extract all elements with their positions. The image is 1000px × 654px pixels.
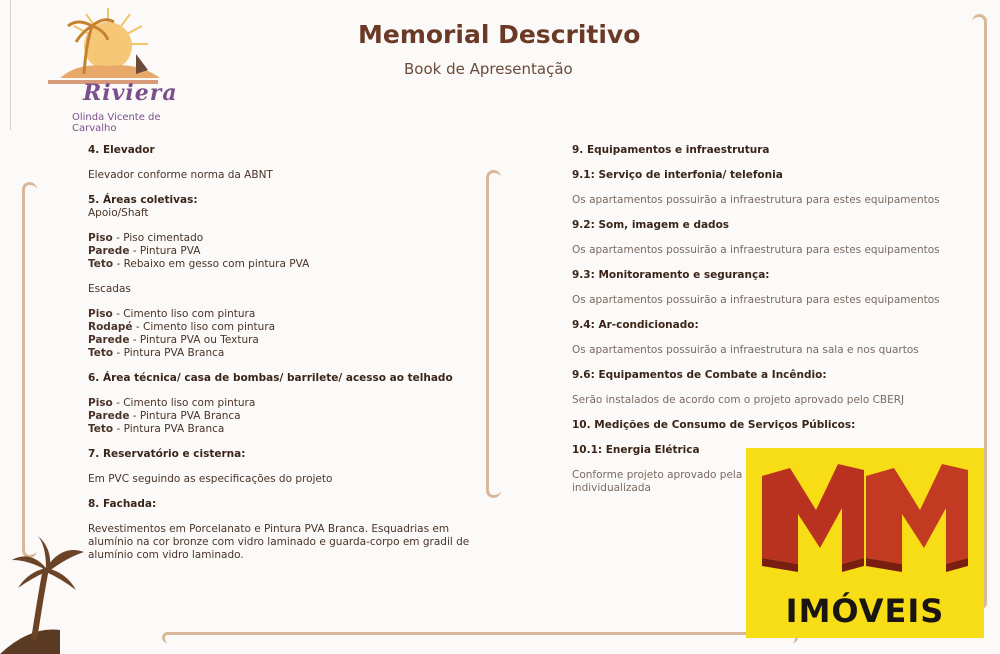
brand-name: Riviera xyxy=(83,80,178,106)
spec-value: - Cimento liso com pintura xyxy=(112,397,256,409)
section-heading: 4. Elevador xyxy=(88,144,155,156)
spec-value: - Cimento liso com pintura xyxy=(112,308,256,320)
spec-label: Piso xyxy=(88,397,113,409)
spec-label: Parede xyxy=(88,410,130,422)
brand-subtitle: Olinda Vicente de Carvalho xyxy=(72,112,161,134)
section-text: Revestimentos em Porcelanato e Pintura PVA Branca. Esquadrias em alumínio na cor bronze com vidro laminado e guarda-corpo em gradil de alumínio com vidro laminado. xyxy=(88,523,470,561)
spec-line xyxy=(88,347,478,360)
center-bracket-left xyxy=(486,170,501,498)
palm-tree-icon xyxy=(0,530,100,654)
section-heading: 9.2: Som, imagem e dados xyxy=(572,219,730,231)
spec-line xyxy=(88,423,478,436)
spec-line xyxy=(88,410,478,423)
section-heading: 9. Equipamentos e infraestrutura xyxy=(572,144,770,156)
section-heading: 9.6: Equipamentos de Combate a Incêndio: xyxy=(572,369,827,381)
spec-label: Piso xyxy=(88,232,113,244)
spec-value: - Pintura PVA ou Textura xyxy=(129,334,259,346)
spec-label: Teto xyxy=(88,423,114,435)
section-heading: 5. Áreas coletivas: xyxy=(88,194,198,206)
page-subtitle: Book de Apresentação xyxy=(404,60,573,78)
spec-value: - Rebaixo em gesso com pintura PVA xyxy=(113,258,310,270)
section-text: Os apartamentos possuirão a infraestrutura para estes equipamentos xyxy=(572,194,940,206)
spec-value: - Pintura PVA Branca xyxy=(129,410,241,422)
spec-label: Rodapé xyxy=(88,321,133,333)
spec-value: - Pintura PVA Branca xyxy=(113,423,225,435)
section-subheading: Escadas xyxy=(88,283,131,295)
spec-line xyxy=(88,308,478,321)
section-text: Os apartamentos possuirão a infraestrutura para estes equipamentos xyxy=(572,294,940,306)
riviera-logo xyxy=(38,4,188,134)
section-text: Conforme projeto aprovado pela xyxy=(572,469,743,481)
spec-line xyxy=(88,258,478,271)
section-text: individualizada xyxy=(572,482,651,494)
section-subheading: Apoio/Shaft xyxy=(88,207,149,219)
spec-label: Teto xyxy=(88,347,114,359)
spec-value: - Pintura PVA xyxy=(129,245,201,257)
spec-value: - Pintura PVA Branca xyxy=(113,347,225,359)
spec-label: Teto xyxy=(88,258,114,270)
spec-line xyxy=(88,397,478,410)
spec-label: Parede xyxy=(88,334,130,346)
section-heading: 10. Medições de Consumo de Serviços Públicos: xyxy=(572,419,856,431)
spec-value: - Cimento liso com pintura xyxy=(132,321,276,333)
bottom-bracket xyxy=(162,632,798,643)
section-text: Os apartamentos possuirão a infraestrutura na sala e nos quartos xyxy=(572,344,919,356)
page-title: Memorial Descritivo xyxy=(358,20,641,49)
section-heading: 6. Área técnica/ casa de bombas/ barrilete/ acesso ao telhado xyxy=(88,372,453,384)
spec-label: Parede xyxy=(88,245,130,257)
section-text: Em PVC seguindo as especificações do projeto xyxy=(88,473,333,485)
section-heading: 9.1: Serviço de interfonia/ telefonia xyxy=(572,169,783,181)
section-heading: 9.3: Monitoramento e segurança: xyxy=(572,269,770,281)
section-heading: 7. Reservatório e cisterna: xyxy=(88,448,246,460)
spec-line xyxy=(88,321,478,334)
section-text: Os apartamentos possuirão a infraestrutura para estes equipamentos xyxy=(572,244,940,256)
spec-line xyxy=(88,232,478,245)
section-text: Serão instalados de acordo com o projeto aprovado pelo CBERJ xyxy=(572,394,905,406)
sun-palm-logo-icon xyxy=(38,4,168,84)
left-column xyxy=(88,144,478,562)
page-edge xyxy=(10,0,11,130)
section-heading: 9.4: Ar-condicionado: xyxy=(572,319,699,331)
spec-line xyxy=(88,334,478,347)
spec-label: Piso xyxy=(88,308,113,320)
right-column xyxy=(572,144,962,495)
left-bracket xyxy=(22,182,37,558)
section-heading: 10.1: Energia Elétrica xyxy=(572,444,700,456)
section-heading: 8. Fachada: xyxy=(88,498,157,510)
spec-line xyxy=(88,245,478,258)
spec-value: - Piso cimentado xyxy=(112,232,204,244)
section-text: Elevador conforme norma da ABNT xyxy=(88,169,273,181)
watermark-label: IMÓVEIS xyxy=(785,592,945,630)
